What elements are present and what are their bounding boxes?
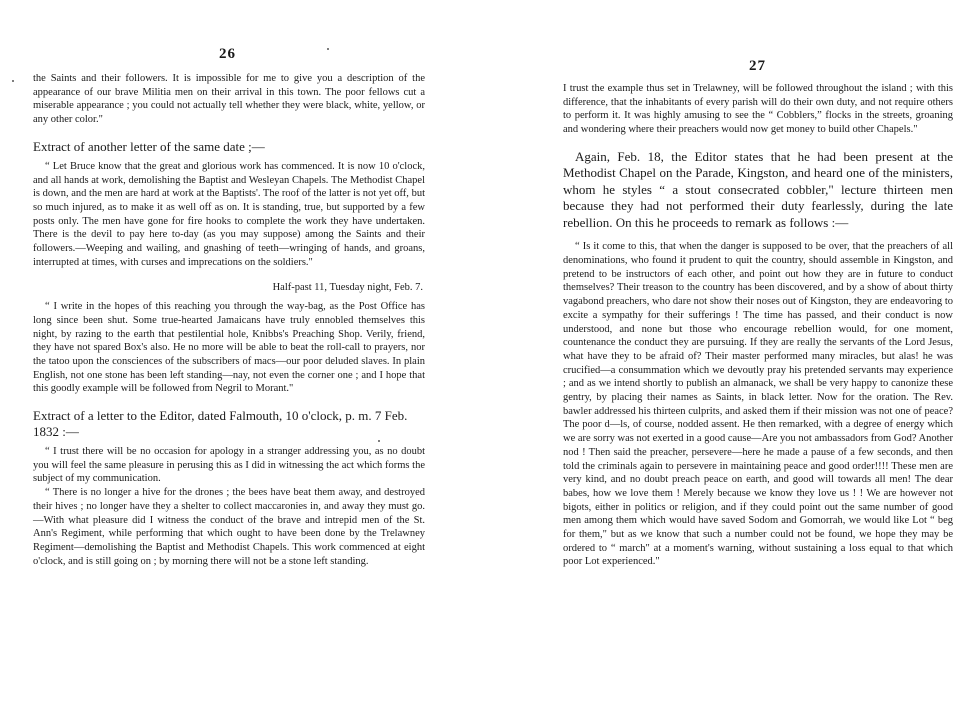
paragraph: “ Let Bruce know that the great and glorious work has commenced. It is now 10 o'clock, and all hands at work, demolishing the Baptist and Wesleyan Chapels. The Methodist Chapel is down, and the men are hard at work at the Baptists'. The roof of the latter is not yet off, but so much injured, as to make it as well off as on. It is standing, true, but supported by a few posts only. The men have gone for fire hooks to complete the work they have undertaken. There is the devil to pay here to-day (as you may suppose) among the Saints and their followers.—Weeping and wailing, and gnashing of teeth—wringing of hands, and groans, interrupted at times, with curses and imprecations on the soldiers." [33,160,425,268]
scan-speck [12,80,14,82]
section-heading: Extract of a letter to the Editor, dated Falmouth, 10 o'clock, p. m. 7 Feb. 1832 :— [33,408,408,440]
paragraph: “ There is no longer a hive for the drones ; the bees have beat them away, and destroyed their hives ; no longer have they a shelter to collect maccaronies in, and away they must go.—With what pleasure did I witness the conduct of the brave and intrepid men of the St. Ann's Regiment, while performing that which ought to have been done by the Trelawney Regiment—demolishing the Baptist and Methodist Chapels. This work commenced at eight o'clock, and is still going on ; by morning there will not be a stone left standing. [33,487,425,567]
page-body [563,82,953,569]
section-heading: Extract of another letter of the same date ;— [33,138,265,154]
dateline: Half-past 11, Tuesday night, Feb. 7. [272,282,423,294]
paragraph: I trust the example thus set in Trelawney, will be followed throughout the island ; with this difference, that the inhabitants of every parish will do their own duty, and not require others to perform it. It was highly amusing to see the “ Cobblers,” flocks in the streets, groaning and wondering where their preachers would now get money to build other Chapels." [563,83,953,136]
paragraph: “ I trust there will be no occasion for apology in a stranger addressing you, as no doubt you will feel the same pleasure in perusing this as I did in witnessing the act which forms the subject of my communication. [33,446,425,485]
paragraph: the Saints and their followers. It is impossible for me to give you a description of the appearance of our brave Militia men on their arrival in this town. The poor fellows cut a miserable appearance ; you could not actually tell whether they were black, white, yellow, or any other color." [33,73,425,126]
paragraph: “ Is it come to this, that when the danger is supposed to be over, that the preachers of all denominations, who found it prudent to quit the country, should assemble in Kingston, and pretend to be instructors of each other, and point out how they are in future to conduct themselves? Their treason to the country has been discovered, and by a show of about thirty vagabond preachers, who dare not show their noses out of Kingston, they are endeavoring to excite a sympathy for their sufferings ! The time has passed, and their conduct is now understood, and none but those who encourage rebellion would, for one moment, countenance the conduct they are pursuing. If they are really the servants of the Lord Jesus, what have they to be afraid of? Their master performed many miracles, but alas! he was crucified—a consummation which we devoutly pray his pretended servants may experience ; and as we intend shortly to publish an almanack, we shall be very happy to canonize these gentry, by placing their names as Saints, in black letter. Now for the oration. The Rev. bawler addressed his thirteen culprits, and asked them if their mission was not one of peace? The poor d—ls, of course, nodded assent. He then remarked, with a degree of energy which we are sorry was not exerted in a good cause—Are you not ambassadors from God? Another nod ! Then said the preacher, persevere—here he made a pause of a few seconds, and then told the criminals again to persevere in maintaining peace and good order!!!! These men are very kind, and no doubt preach peace on earth, and good will towards all men! The dear babes, how we love them ! Merely because we know they love us ! ! We are however not bigots, either in politics or religion, and if they could point out the same number of good men among them which would have saved Sodom and Gomorrah, we would like Lot “ beg for them," but as we know that such a number could not be found, we hope they may be ordered to “ march" at a moment's warning, without sustaining a loss equal to that which poor Lot experienced." [563,241,953,568]
page-number: 26 [219,46,236,62]
paragraph: Again, Feb. 18, the Editor states that he had been present at the Methodist Chapel on the Parade, Kingston, and heard one of the ministers, whom he styles “ a stout consecrated cobbler," lecture thirteen men because they had not performed their duty fearlessly, during the late rebellion. On this he proceeds to remark as follows :— [563,148,953,230]
paragraph: “ I write in the hopes of this reaching you through the way-bag, as the Post Office has long since been shut. Some true-hearted Jamaicans have truly ennobled themselves this night, by razing to the earth that pestilential hole, Knibbs's Preaching Shop. Verily, friend, they have not spared Box's also. He no more will be able to beat the roll-call to prayers, nor the tatoo upon the consciences of the subscribers of macs—our poor deluded slaves. In plain English, not one stone has been left standing—nay, not even the corner one ; and I hope that this goodly example will be followed from Negril to Morant." [33,301,425,395]
page-number: 27 [749,58,766,74]
scan-speck [327,48,329,50]
scan-speck [378,440,380,442]
page-body [33,72,425,568]
